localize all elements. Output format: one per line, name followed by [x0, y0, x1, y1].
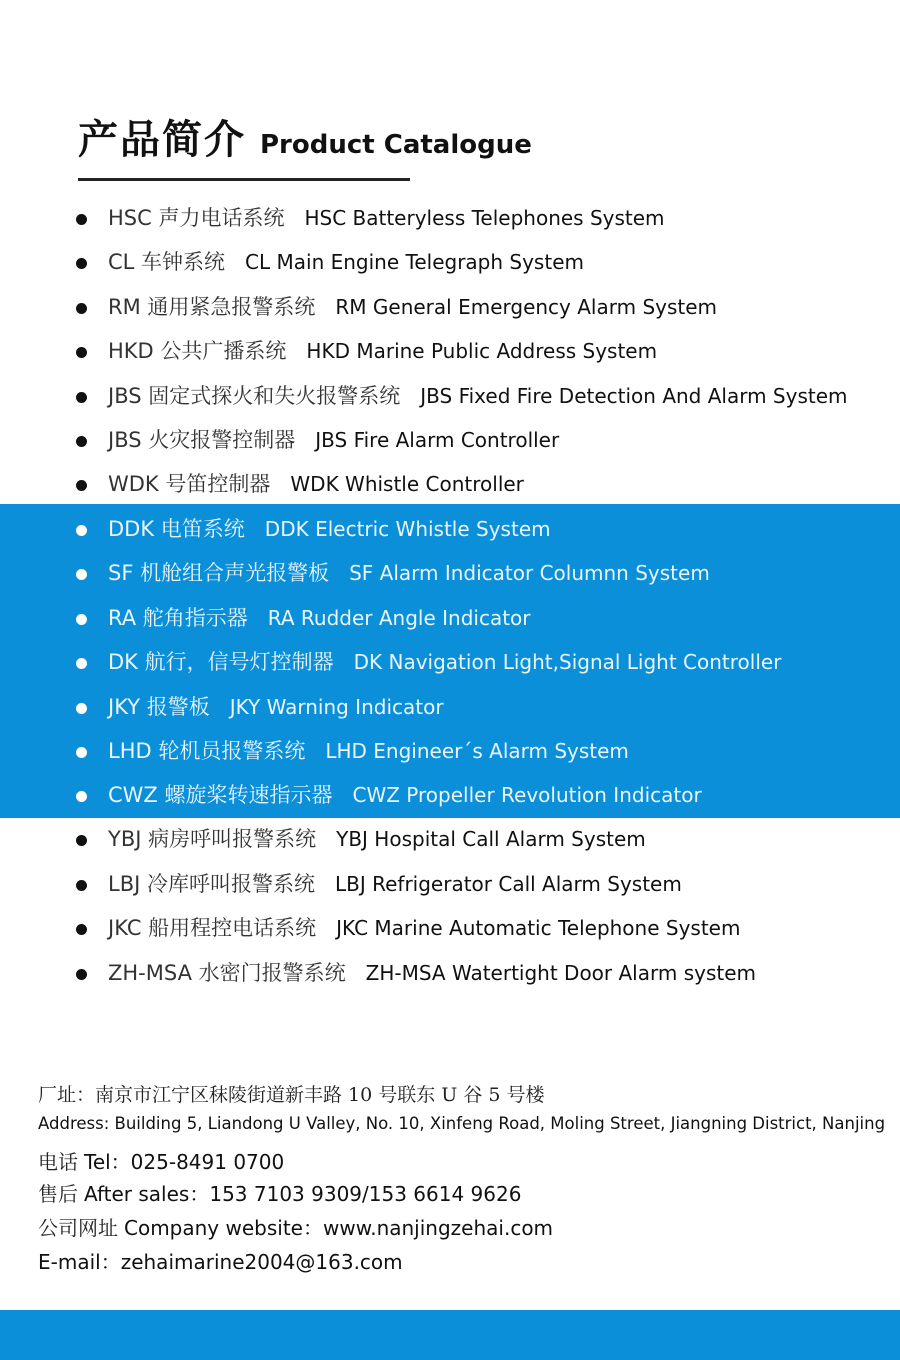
bullet-icon — [76, 214, 87, 225]
bullet-icon — [76, 658, 87, 669]
item-name-en: SF Alarm Indicator Columnn System — [349, 561, 710, 585]
item-name-cn: DK 航行，信号灯控制器 — [108, 650, 334, 674]
bullet-icon — [76, 569, 87, 580]
catalogue-item — [76, 425, 559, 455]
after-sales-number: After sales：153 7103 9309/153 6614 9626 — [84, 1182, 522, 1206]
after-sales-label-cn: 售后 — [38, 1182, 78, 1206]
item-name-cn: ZH-MSA 水密门报警系统 — [108, 961, 346, 985]
item-name-cn: RA 舵角指示器 — [108, 606, 248, 630]
item-name-en: HKD Marine Public Address System — [306, 339, 658, 363]
item-name-en: WDK Whistle Controller — [290, 472, 524, 496]
item-name-cn: CWZ 螺旋桨转速指示器 — [108, 783, 333, 807]
catalogue-item-highlighted — [76, 603, 531, 633]
item-name-en: RM General Emergency Alarm System — [335, 295, 718, 319]
item-name-en: JBS Fixed Fire Detection And Alarm System — [420, 384, 848, 408]
catalogue-item — [76, 247, 584, 277]
bullet-icon — [76, 392, 87, 403]
catalogue-item — [76, 824, 646, 854]
item-name-cn: LHD 轮机员报警系统 — [108, 739, 306, 763]
item-name-cn: JBS 固定式探火和失火报警系统 — [108, 384, 401, 408]
item-name-en: JKY Warning Indicator — [229, 695, 444, 719]
item-name-en: DDK Electric Whistle System — [264, 517, 551, 541]
bullet-icon — [76, 969, 87, 980]
heading-divider — [78, 178, 410, 181]
email-line — [38, 1246, 403, 1275]
item-name-en: CL Main Engine Telegraph System — [245, 250, 584, 274]
catalogue-item-highlighted — [76, 514, 551, 544]
website-label-cn: 公司网址 — [38, 1216, 118, 1240]
item-name-cn: JKY 报警板 — [108, 695, 210, 719]
bullet-icon — [76, 835, 87, 846]
email-link[interactable]: E-mail：zehaimarine2004@163.com — [38, 1250, 403, 1274]
item-name-en: ZH-MSA Watertight Door Alarm system — [365, 961, 757, 985]
item-name-en: LBJ Refrigerator Call Alarm System — [334, 872, 682, 896]
item-name-en: JKC Marine Automatic Telephone System — [336, 916, 741, 940]
item-name-cn: DDK 电笛系统 — [108, 517, 245, 541]
address-cn: 厂址：南京市江宁区秣陵街道新丰路 10 号联东 U 谷 5 号楼 — [38, 1084, 545, 1106]
footer-bar — [0, 1310, 900, 1360]
item-name-cn: HKD 公共广播系统 — [108, 339, 287, 363]
website-link[interactable]: Company website：www.nanjingzehai.com — [124, 1216, 554, 1240]
item-name-cn: RM 通用紧急报警系统 — [108, 295, 316, 319]
item-name-cn: HSC 声力电话系统 — [108, 206, 285, 230]
page-title-en: Product Catalogue — [260, 130, 532, 160]
item-name-en: LHD Engineer´s Alarm System — [325, 739, 629, 763]
catalogue-item — [76, 203, 665, 233]
bullet-icon — [76, 303, 87, 314]
catalogue-item-highlighted — [76, 647, 781, 677]
item-name-en: YBJ Hospital Call Alarm System — [336, 827, 646, 851]
bullet-icon — [76, 436, 87, 447]
item-name-cn: JKC 船用程控电话系统 — [108, 916, 317, 940]
item-name-cn: LBJ 冷库呼叫报警系统 — [108, 872, 315, 896]
telephone-line — [38, 1146, 284, 1175]
item-name-en: DK Navigation Light,Signal Light Controller — [353, 650, 782, 674]
bullet-icon — [76, 258, 87, 269]
catalogue-item-highlighted — [76, 780, 702, 810]
after-sales-line — [38, 1178, 521, 1207]
item-name-cn: CL 车钟系统 — [108, 250, 226, 274]
bullet-icon — [76, 347, 87, 358]
bullet-icon — [76, 614, 87, 625]
catalogue-item-highlighted — [76, 692, 444, 722]
website-line — [38, 1212, 553, 1241]
telephone-number: Tel：025-8491 0700 — [84, 1150, 285, 1174]
page-title-cn: 产品简介 — [78, 117, 246, 163]
page-heading — [78, 108, 532, 165]
item-name-cn: WDK 号笛控制器 — [108, 472, 271, 496]
item-name-en: HSC Batteryless Telephones System — [304, 206, 665, 230]
catalogue-item — [76, 869, 682, 899]
address-en: Address: Building 5, Liandong U Valley, No. 10, Xinfeng Road, Moling Street, Jiangning District, Nanjing — [38, 1114, 886, 1133]
bullet-icon — [76, 791, 87, 802]
item-name-cn: JBS 火灾报警控制器 — [108, 428, 296, 452]
bullet-icon — [76, 924, 87, 935]
item-name-en: JBS Fire Alarm Controller — [315, 428, 560, 452]
catalogue-item-highlighted — [76, 558, 710, 588]
bullet-icon — [76, 525, 87, 536]
bullet-icon — [76, 480, 87, 491]
telephone-label-cn: 电话 — [38, 1150, 78, 1174]
catalogue-item-highlighted — [76, 736, 629, 766]
catalogue-item — [76, 958, 756, 988]
catalogue-item — [76, 381, 848, 411]
catalogue-item — [76, 469, 524, 499]
bullet-icon — [76, 703, 87, 714]
item-name-en: RA Rudder Angle Indicator — [267, 606, 531, 630]
item-name-cn: YBJ 病房呼叫报警系统 — [108, 827, 317, 851]
catalogue-item — [76, 336, 657, 366]
item-name-en: CWZ Propeller Revolution Indicator — [352, 783, 702, 807]
catalogue-item — [76, 913, 740, 943]
catalogue-item — [76, 292, 717, 322]
bullet-icon — [76, 880, 87, 891]
bullet-icon — [76, 747, 87, 758]
item-name-cn: SF 机舱组合声光报警板 — [108, 561, 330, 585]
